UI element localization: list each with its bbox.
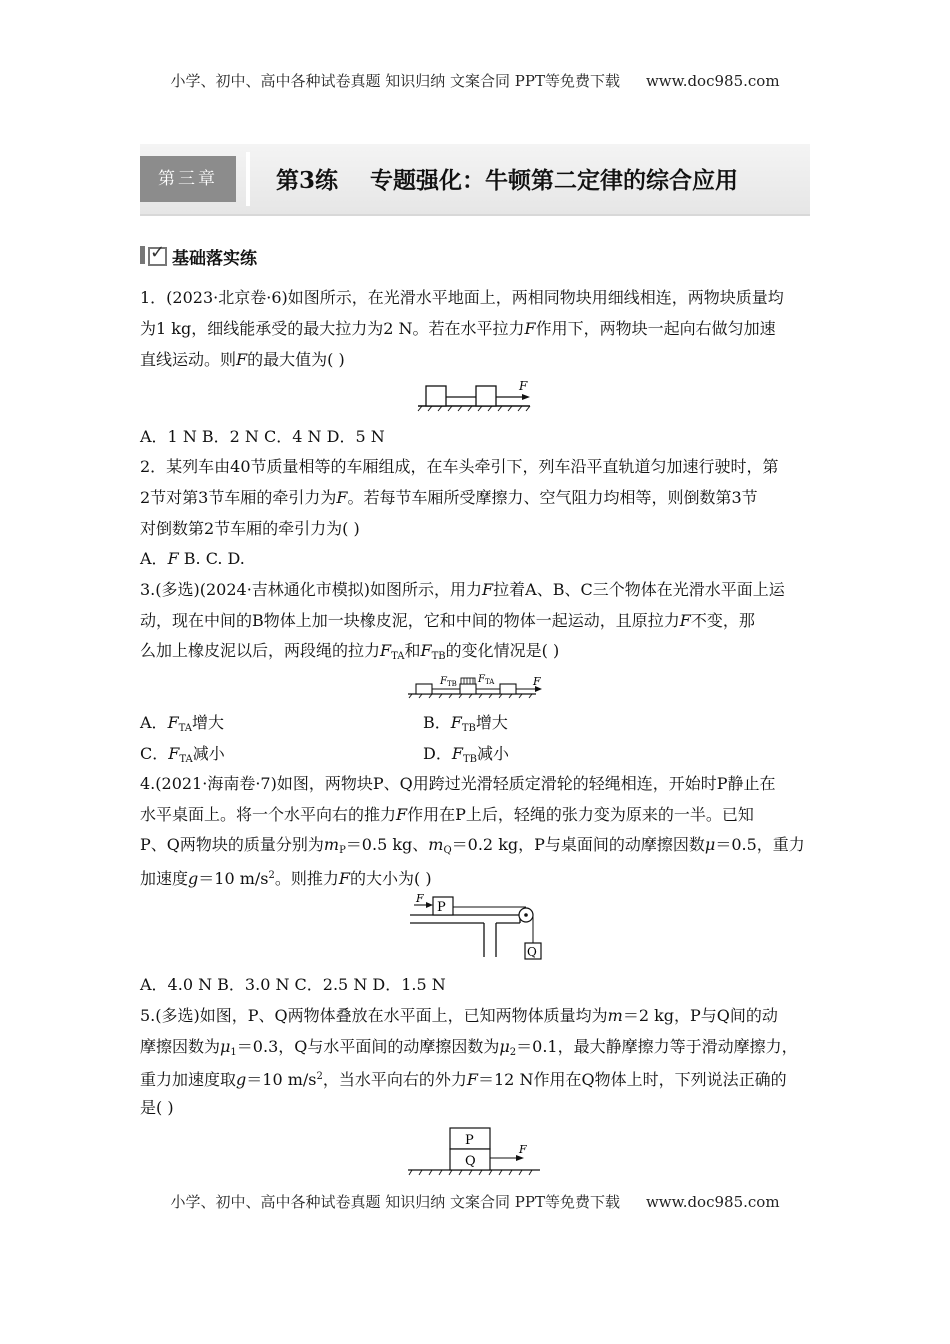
q1-line-2: 为1 kg，细线能承受的最大拉力为2 N。若在水平拉力F作用下，两物块一起向右做匀加速: [140, 319, 776, 338]
q3-force-label: F: [533, 675, 541, 688]
q3-ftb-sub: TB: [447, 680, 457, 688]
q2-line-2: 2节对第3节车厢的牵引力为F。若每节车厢所受摩擦力、空气阻力均相等，则倒数第3节: [140, 488, 758, 507]
q1-line-3: 直线运动。则F的最大值为( ): [140, 350, 345, 369]
chapter-underline: [140, 214, 810, 216]
header-text: 小学、初中、高中各种试卷真题 知识归纳 文案合同 PPT等免费下载: [170, 72, 620, 90]
q4-force-label: F: [416, 893, 424, 905]
q3-option-c: C．$F_{TA}$减小: [140, 744, 225, 765]
q3-option-d: D．$F_{TB}$减小: [423, 744, 509, 765]
q5-line-3: 重力加速度取g＝10 $m/s^2$，当水平向右的外力F＝12 N作用在Q物体上时，下列说法正确的: [140, 1070, 787, 1089]
q5-block-q-label: Q: [465, 1154, 476, 1169]
q3-option-b: B．$F_{TB}$增大: [423, 713, 508, 734]
chapter-tag: 第三章: [140, 156, 236, 202]
q3-option-a: A．$F_{TA}$增大: [140, 713, 225, 734]
page-footer: [0, 1191, 950, 1212]
page-header: [0, 70, 950, 91]
q4-figure: [408, 893, 544, 967]
q4-line-4: 加速度g＝10 $m/s^2$。则推力F的大小为( ): [140, 869, 432, 888]
q5-block-p-label: P: [465, 1133, 474, 1148]
chapter-separator: [246, 152, 250, 206]
footer-site: www.doc985.com: [645, 1193, 780, 1211]
checkmark-icon: ✓: [150, 242, 166, 263]
q3-line-2: 动，现在中间的B物体上加一块橡皮泥，它和中间的物体一起运动，且原拉力F不变，那: [140, 611, 755, 630]
chapter-banner: [140, 144, 810, 214]
q3-line-1: 3.(多选)(2024·吉林通化市模拟)如图所示，用力F拉着A、B、C三个物体在光滑水平面上运: [140, 580, 785, 599]
q3-ftb-label: F: [440, 676, 447, 687]
q3-line-3: 么加上橡皮泥以后，两段绳的拉力$F_{TA}$和$F_{TB}$的变化情况是( ): [140, 641, 560, 662]
q3-fta-sub: TA: [485, 678, 495, 686]
q5-line-1: 5.(多选)如图，P、Q两物体叠放在水平面上，已知两物体质量均为m＝2 kg，P与Q间的动: [140, 1006, 778, 1025]
q4-line-3: P、Q两物块的质量分别为$m_P=0.5$ kg、$m_Q=0.2$ kg，P与桌面间的动摩擦因数μ＝0.5，重力: [140, 835, 805, 856]
q5-figure: [404, 1124, 544, 1180]
q2-line-1: 2．某列车由40节质量相等的车厢组成，在车头牵引下，列车沿平直轨道匀加速行驶时，第: [140, 457, 779, 476]
header-site: www.doc985.com: [645, 72, 780, 90]
q4-options: A．4.0 N B．3.0 N C．2.5 N D．1.5 N: [140, 975, 446, 994]
q2-line-3: 对倒数第2节车厢的牵引力为( ): [140, 519, 360, 538]
q4-line-2: 水平桌面上。将一个水平向右的推力F作用在P上后，轻绳的张力变为原来的一半。已知: [140, 805, 754, 824]
q4-block-p-label: P: [437, 900, 446, 915]
q5-line-4: 是( ): [140, 1098, 174, 1117]
q3-figure: [404, 670, 548, 704]
q3-fta-label: F: [478, 674, 485, 685]
q4-line-1: 4.(2021·海南卷·7)如图，两物块P、Q用跨过光滑轻质定滑轮的轻绳相连，开始时P静止在: [140, 774, 776, 793]
footer-text: 小学、初中、高中各种试卷真题 知识归纳 文案合同 PPT等免费下载: [170, 1193, 620, 1211]
q4-block-q-label: Q: [527, 945, 537, 959]
q1-line-1: 1．(2023·北京卷·6)如图所示，在光滑水平地面上，两相同物块用细线相连，两物块质量均: [140, 288, 784, 307]
q1-figure: [412, 378, 538, 416]
q5-force-label: F: [519, 1143, 527, 1156]
chapter-title: 第3练 专题强化：牛顿第二定律的综合应用: [276, 167, 739, 194]
section-title: 基础落实练: [172, 249, 257, 269]
q2-options: A．F B. C. D.: [140, 549, 245, 568]
section-bar-icon: [140, 246, 145, 264]
q1-options: A．1 N B．2 N C．4 N D．5 N: [140, 427, 385, 446]
q5-line-2: 摩擦因数为$\mu_1=0.3$，Q与水平面间的动摩擦因数为$\mu_2=0.1$，最大静摩擦力等于滑动摩擦力，: [140, 1037, 798, 1058]
q1-force-label: F: [519, 379, 528, 393]
